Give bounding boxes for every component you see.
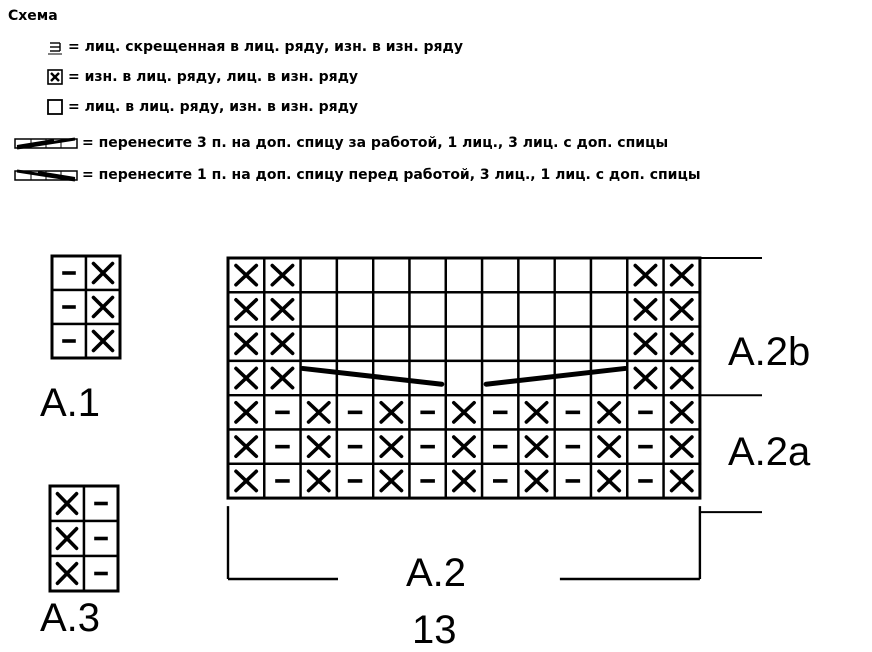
a2-cell (482, 361, 518, 395)
chart-a3-label: A.3 (40, 596, 101, 640)
a2-cell (482, 327, 518, 361)
a2-cell (410, 258, 446, 292)
a2-cell (337, 292, 373, 326)
a2-cell (301, 327, 337, 361)
a2-cell (373, 258, 409, 292)
a2-cell (301, 361, 337, 395)
a2-cell (555, 327, 591, 361)
chart-a2-label: A.2 (406, 551, 467, 595)
chart-a1-label: A.1 (40, 381, 101, 425)
a2-cell (518, 292, 554, 326)
a2-cell (591, 292, 627, 326)
a2-cell (518, 327, 554, 361)
a2-cell (482, 292, 518, 326)
legend-item-text: = перенесите 1 п. на доп. спицу перед работой, 3 лиц., 1 лиц. с доп. спицы (82, 167, 701, 183)
legend-item-text: = лиц. в лиц. ряду, изн. в изн. ряду (68, 99, 359, 115)
chart-a2a-section-label: A.2a (728, 430, 811, 474)
a2-cell (518, 258, 554, 292)
a2-cell (373, 292, 409, 326)
a2-cell (301, 258, 337, 292)
a2-cell (337, 258, 373, 292)
a2-cell (446, 327, 482, 361)
a2-cell (482, 258, 518, 292)
a2-cell (591, 258, 627, 292)
a2-cell (446, 258, 482, 292)
chart-a2-width-label: 13 (412, 608, 457, 652)
legend-item-text: = изн. в лиц. ряду, лиц. в изн. ряду (68, 69, 359, 85)
a2-cell (591, 327, 627, 361)
a2-cell (373, 327, 409, 361)
a2-cell (410, 327, 446, 361)
legend-item-text: = лиц. скрещенная в лиц. ряду, изн. в изн. ряду (68, 39, 463, 55)
a2-cell (410, 361, 446, 395)
legend-item-text: = перенесите 3 п. на доп. спицу за работой, 1 лиц., 3 лиц. с доп. спицы (82, 135, 669, 151)
a2-cell (591, 361, 627, 395)
a2-cell (301, 292, 337, 326)
a2-cell (446, 292, 482, 326)
a2-cell (446, 361, 482, 395)
a2-cell (555, 292, 591, 326)
chart-a2b-section-label: A.2b (728, 330, 811, 374)
a2-cell (410, 292, 446, 326)
legend-title: Схема (8, 8, 58, 24)
a2-cell (555, 258, 591, 292)
a2-cell (337, 327, 373, 361)
